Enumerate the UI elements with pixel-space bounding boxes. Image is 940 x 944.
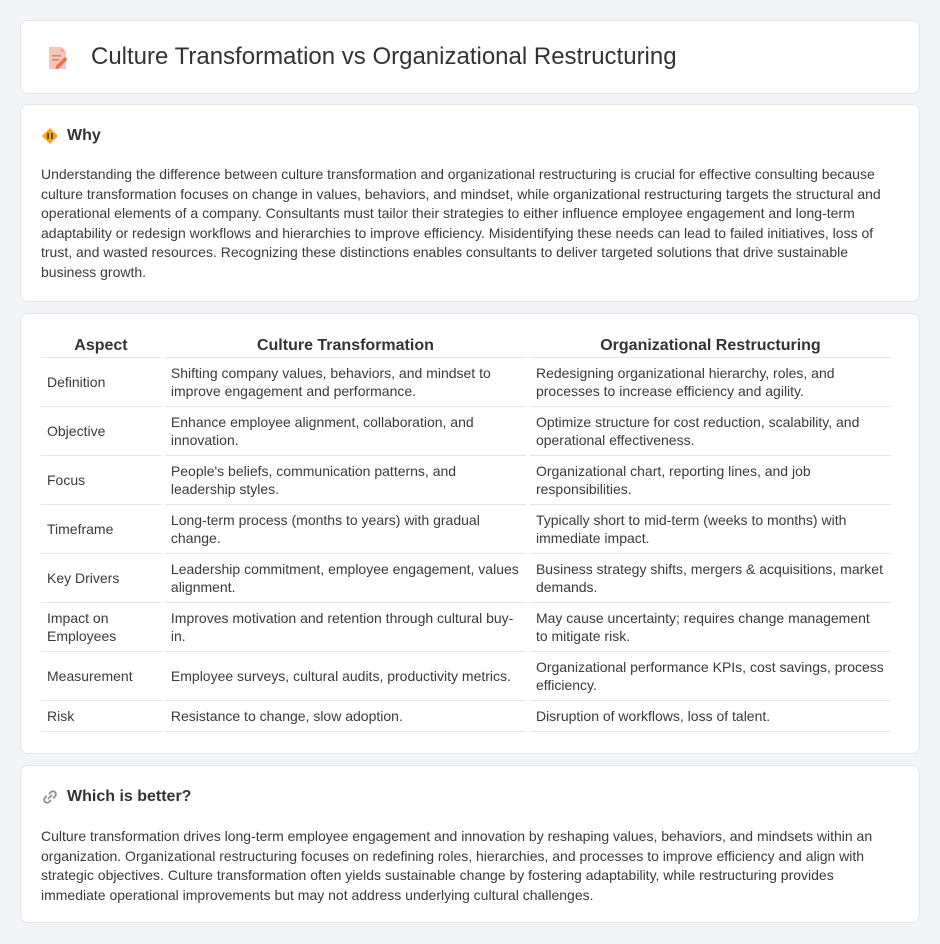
aspect-cell: Measurement: [41, 652, 161, 701]
restructuring-cell: Redesigning organizational hierarchy, roles, and processes to increase efficiency and agility.: [530, 358, 891, 407]
why-heading: [41, 127, 101, 145]
title-card: [20, 20, 920, 94]
culture-cell: Resistance to change, slow adoption.: [165, 701, 526, 732]
aspect-cell: Risk: [41, 701, 161, 732]
why-heading-text: Why: [67, 127, 101, 144]
document-edit-icon: [47, 45, 69, 71]
better-heading-text: Which is better?: [67, 788, 192, 805]
header-organizational-restructuring: Organizational Restructuring: [530, 336, 891, 358]
culture-cell: Shifting company values, behaviors, and mindset to improve engagement and performance.: [165, 358, 526, 407]
header-aspect: Aspect: [41, 336, 161, 358]
aspect-cell: Definition: [41, 358, 161, 407]
culture-cell: Improves motivation and retention through cultural buy-in.: [165, 603, 526, 652]
table-row: [41, 603, 891, 652]
page-title: Culture Transformation vs Organizational Restructuring: [91, 43, 677, 70]
aspect-cell: Focus: [41, 456, 161, 505]
restructuring-cell: Organizational chart, reporting lines, and job responsibilities.: [530, 456, 891, 505]
better-heading: [41, 788, 191, 806]
aspect-cell: Objective: [41, 407, 161, 456]
culture-cell: People's beliefs, communication patterns, and leadership styles.: [165, 456, 526, 505]
link-icon: [41, 788, 59, 806]
aspect-cell: Timeframe: [41, 505, 161, 554]
why-paragraph: Understanding the difference between culture transformation and organizational restructuring is crucial for effective consulting because culture transformation focuses on change in values, behaviors, and mindset, while organizational restructuring targets the structural and operational elements of a company. Consultants must tailor their strategies to either influence employee engagement and long-term adaptability or redesign workflows and hierarchies to improve efficiency. Misidentifying these needs can lead to failed initiatives, loss of trust, and wasted resources. Recognizing these distinctions enables consultants to deliver targeted solutions that drive sustainable business growth.: [41, 166, 881, 280]
table-row: [41, 701, 891, 732]
culture-cell: Employee surveys, cultural audits, productivity metrics.: [165, 652, 526, 701]
table-row: [41, 652, 891, 701]
culture-cell: Long-term process (months to years) with gradual change.: [165, 505, 526, 554]
why-section: [20, 104, 920, 302]
table-row: [41, 407, 891, 456]
aspect-cell: Key Drivers: [41, 554, 161, 603]
restructuring-cell: May cause uncertainty; requires change management to mitigate risk.: [530, 603, 891, 652]
table-row: [41, 456, 891, 505]
table-row: [41, 358, 891, 407]
culture-cell: Leadership commitment, employee engagement, values alignment.: [165, 554, 526, 603]
table-header-row: [41, 336, 891, 358]
aspect-cell: Impact on Employees: [41, 603, 161, 652]
restructuring-cell: Typically short to mid-term (weeks to months) with immediate impact.: [530, 505, 891, 554]
which-is-better-section: [20, 765, 920, 923]
comparison-section: [20, 313, 920, 754]
comparison-table: [37, 336, 895, 732]
header-culture-transformation: Culture Transformation: [165, 336, 526, 358]
restructuring-cell: Disruption of workflows, loss of talent.: [530, 701, 891, 732]
restructuring-cell: Business strategy shifts, mergers & acquisitions, market demands.: [530, 554, 891, 603]
warning-diamond-icon: [41, 127, 59, 145]
culture-cell: Enhance employee alignment, collaboration, and innovation.: [165, 407, 526, 456]
restructuring-cell: Optimize structure for cost reduction, scalability, and operational effectiveness.: [530, 407, 891, 456]
restructuring-cell: Organizational performance KPIs, cost savings, process efficiency.: [530, 652, 891, 701]
table-row: [41, 554, 891, 603]
better-paragraph: Culture transformation drives long-term employee engagement and innovation by reshaping values, behaviors, and mindsets within an organization. Organizational restructuring focuses on redefining roles, hierarchies, and processes to improve efficiency and align with strategic objectives. Culture transformation often yields sustainable change by fostering adaptability, while restructuring provides immediate operational improvements but may not address underlying cultural challenges.: [41, 828, 873, 903]
table-row: [41, 505, 891, 554]
